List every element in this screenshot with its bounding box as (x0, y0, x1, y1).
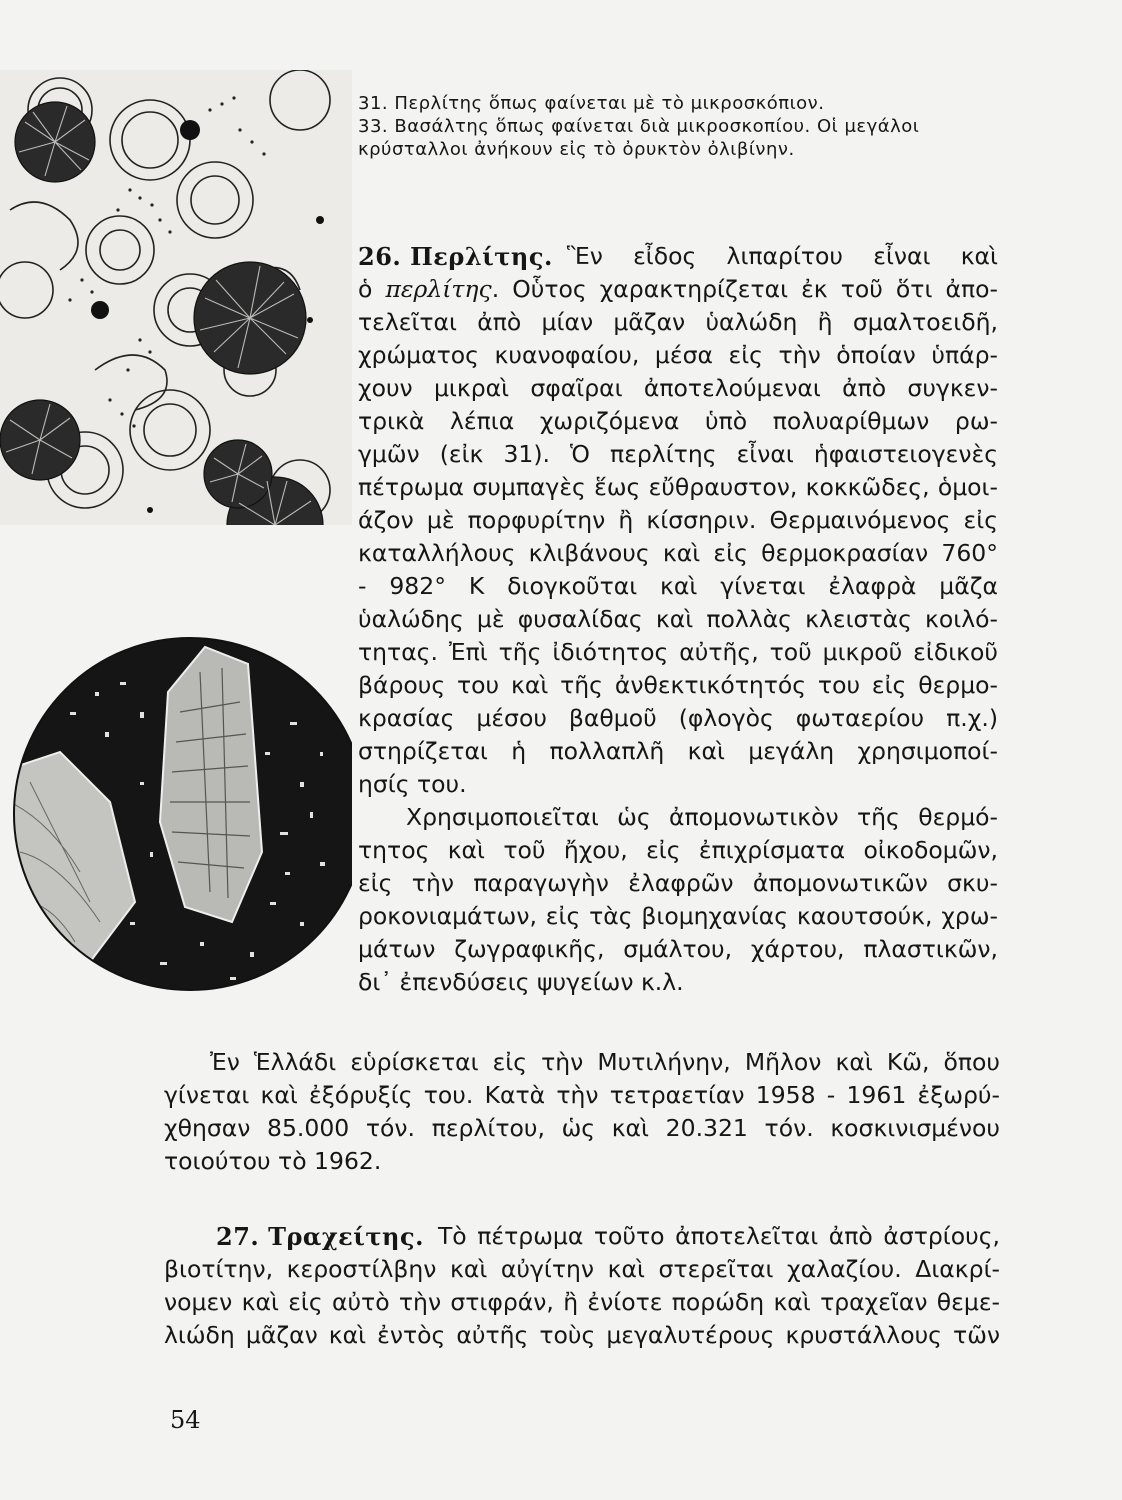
section-26-continuation (164, 1046, 1000, 1178)
text-line: ὑαλώδης μὲ φυσαλίδας καὶ πολλὰς κλειστὰς κοιλό- (358, 605, 998, 633)
text-line: λιώδη μᾶζαν καὶ ἐντὸς αὐτῆς τοὺς μεγαλυτέρους κρυστάλλους τῶν (164, 1321, 1000, 1349)
text-line-content: Ἓν εἶδος λιπαρίτου εἶναι καὶ (566, 242, 998, 270)
text-line: κρασίας μέσου βαθμοῦ (φλογὸς φωταερίου π.χ.) (358, 704, 998, 732)
figure-31-perlite-drawing (0, 70, 352, 525)
text-line-content: Τὸ πέτρωμα τοῦτο ἀποτελεῖται ἀπὸ ἀστρίους, (437, 1222, 1000, 1250)
text-line: τρικὰ λέπια χωριζόμενα ὑπὸ πολυαρίθμων ρω- (358, 407, 998, 435)
text-line: χθησαν 85.000 τόν. περλίτου, ὡς καὶ 20.321 τόν. κοσκινισμένου (164, 1114, 1000, 1142)
text-line: νομεν καὶ εἰς αὐτὸ τὴν στιφράν, ἢ ἐνίοτε πορώδη καὶ τραχεῖαν θεμε- (164, 1288, 1000, 1316)
text-line: βιοτίτην, κεροστίλβην καὶ αὐγίτην καὶ στερεῖται χαλαζίου. Διακρί- (164, 1255, 1000, 1283)
text-line: τητος καὶ τοῦ ἤχου, εἰς ἐπιχρίσματα οἰκοδομῶν, (358, 836, 998, 864)
page-number: 54 (170, 1406, 201, 1434)
section-26-body (358, 240, 998, 999)
caption-31: 31. Περλίτης ὅπως φαίνεται μὲ τὸ μικροσκόπιον. (358, 93, 825, 114)
text-line: γίνεται καὶ ἐξόρυξίς του. Κατὰ τὴν τετραετίαν 1958 - 1961 ἐξωρύ- (164, 1081, 1000, 1109)
section-27-body (164, 1220, 1000, 1352)
caption-33: 33. Βασάλτης ὅπως φαίνεται διὰ μικροσκοπίου. Οἱ μεγάλοι (358, 116, 920, 137)
caption-33-continued: κρύσταλλοι ἀνήκουν εἰς τὸ ὀρυκτὸν ὀλιβίνην. (358, 139, 795, 160)
text-line: βάρους του καὶ τῆς ἀνθεκτικότητός του εἰς θερμο- (358, 671, 998, 699)
text-line: ὁ περλίτης. Οὗτος χαρακτηρίζεται ἐκ τοῦ ὅτι ἀπο- (358, 275, 998, 303)
text-line: άζον μὲ πορφυρίτην ἢ κίσσηριν. Θερμαινόμενος εἰς (358, 506, 998, 534)
text-line (567, 240, 998, 273)
text-line: χρώματος κυανοφαίου, μέσα εἰς τὴν ὁποίαν ὑπάρ- (358, 341, 998, 369)
text-line: δι᾽ ἐπενδύσεις ψυγείων κ.λ. (358, 968, 684, 996)
section-27-first-line (164, 1220, 1000, 1253)
text-line: τητας. Ἐπὶ τῆς ἰδιότητος αὐτῆς, τοῦ μικροῦ εἰδικοῦ (358, 638, 998, 666)
text-line: τοιούτου τὸ 1962. (164, 1147, 382, 1175)
text-line: ροκονιαμάτων, εἰς τὰς βιομηχανίας καουτσούκ, χρω- (358, 902, 998, 930)
term-perlite: περλίτης (385, 275, 492, 303)
text-line: ησίς του. (358, 770, 467, 798)
text-line: μάτων ζωγραφικῆς, σμάλτου, χάρτου, πλαστικῶν, (358, 935, 998, 963)
text-line: καταλλήλους κλιβάνους καὶ εἰς θερμοκρασίαν 760° (358, 539, 998, 567)
text-line: εἰς τὴν παραγωγὴν ἐλαφρῶν ἀπομονωτικῶν σκυ- (358, 869, 998, 897)
text-line: Ἐν Ἑλλάδι εὑρίσκεται εἰς τὴν Μυτιλήνην, Μῆλον καὶ Κῶ, ὅπου (210, 1048, 1000, 1076)
text-line: στηρίζεται ἡ πολλαπλῆ καὶ μεγάλη χρησιμοποί- (358, 737, 998, 765)
text-line: πέτρωμα συμπαγὲς ἕως εὔθραυστον, κοκκῶδες, ὁμοι- (358, 473, 998, 501)
section-26-first-line (358, 240, 998, 273)
section-27-heading: 27. Τραχείτης. (216, 1222, 424, 1251)
text-line: - 982° Κ διογκοῦται καὶ γίνεται ἐλαφρὰ μᾶζα (358, 572, 998, 600)
figure-33-basalt-micrograph (0, 602, 352, 1020)
figure-captions (358, 92, 1078, 161)
section-26-heading: 26. Περλίτης. (358, 242, 553, 271)
text-line: χουν μικραὶ σφαῖραι ἀποτελούμεναι ἀπὸ συγκεν- (358, 374, 998, 402)
text-line: τελεῖται ἀπὸ μίαν μᾶζαν ὑαλώδη ἢ σμαλτοειδῆ, (358, 308, 998, 336)
text-line (438, 1220, 1000, 1253)
text-line: Χρησιμοποιεῖται ὡς ἀπομονωτικὸν τῆς θερμό- (406, 803, 998, 831)
text-line: γμῶν (εἰκ 31). Ὁ περλίτης εἶναι ἡφαιστειογενὲς (358, 440, 998, 468)
